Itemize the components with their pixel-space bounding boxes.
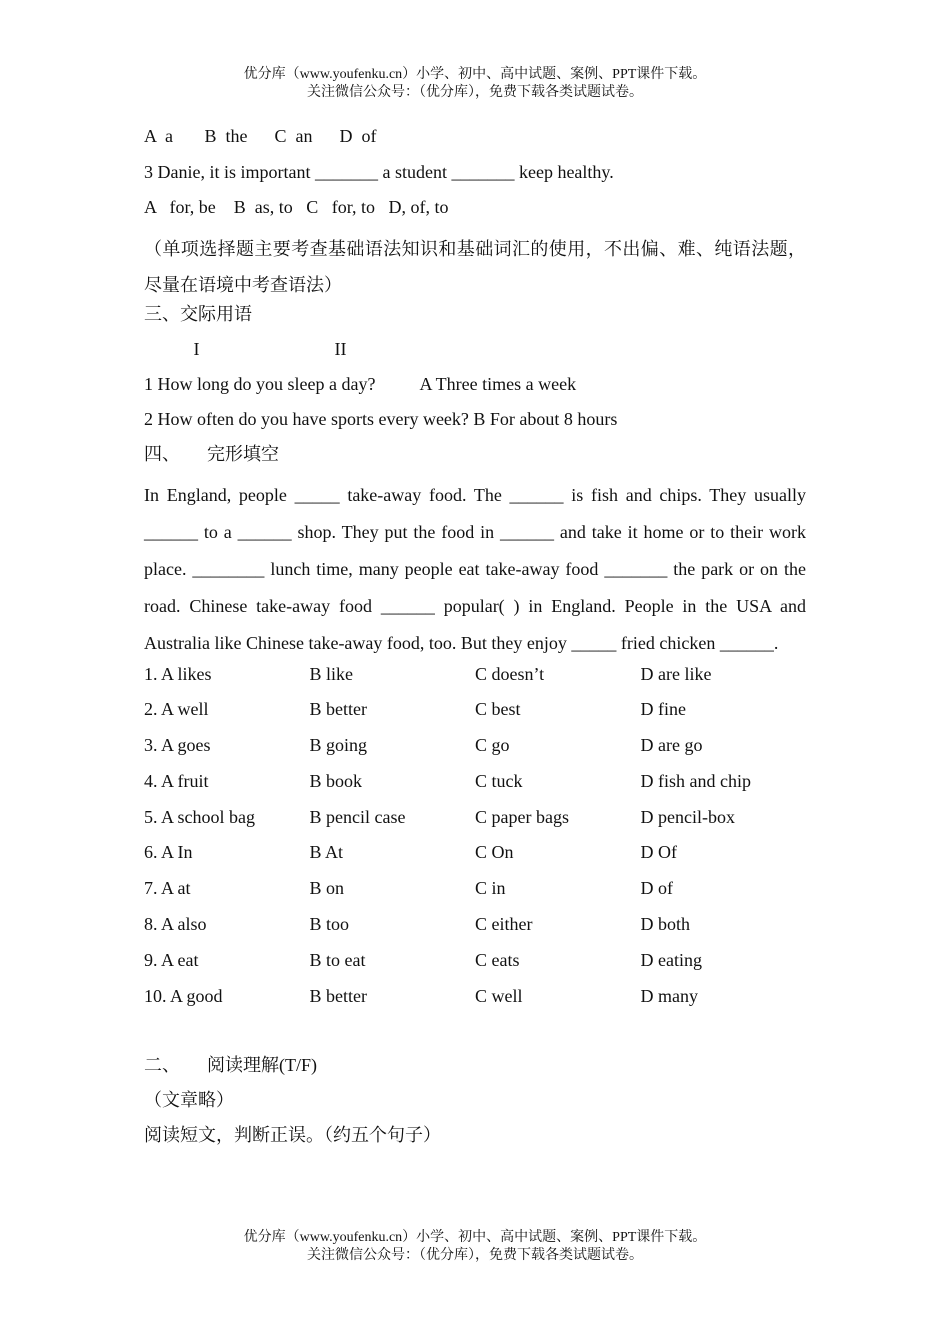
q3-options: A for, be B as, to C for, to D, of, to bbox=[144, 197, 449, 217]
option: C well bbox=[475, 985, 523, 1006]
option: 1. A likes bbox=[144, 663, 212, 684]
spacer bbox=[144, 1019, 806, 1053]
option: D of bbox=[640, 878, 673, 899]
option: 2. A well bbox=[144, 699, 209, 720]
q3-stem: 3 Danie, it is important _______ a student _______ keep healthy. bbox=[144, 161, 614, 182]
option: D pencil-box bbox=[640, 806, 735, 827]
option: B At bbox=[309, 842, 344, 863]
option: B to eat bbox=[309, 949, 366, 970]
option-row-5 bbox=[144, 805, 806, 841]
option: D fine bbox=[640, 699, 686, 720]
reading-instruction: 阅读短文，判断正误。（约五个句子） bbox=[144, 1125, 441, 1146]
option: D are like bbox=[640, 663, 712, 684]
option-row-1 bbox=[144, 662, 806, 698]
option: B going bbox=[309, 735, 368, 756]
option: C doesn’t bbox=[475, 663, 545, 684]
section-4-title: 四、 完形填空 bbox=[144, 443, 279, 464]
option: C On bbox=[475, 842, 514, 863]
option: D are go bbox=[640, 735, 703, 756]
cloze-passage: In England, people _____ take-away food. The ______ is fish and chips. They usually ______ to a ______ shop. They put the food in ______ and take it home or to their work place. ________ lunch time, many people eat take-away food _______ the park or on the road. Chinese take-away food ______ popular( ) in England. People in the USA and Australia like Chinese take-away food, too. But they enjoy _____ fried chicken ______. bbox=[144, 484, 806, 653]
option: C go bbox=[475, 735, 510, 756]
page-header bbox=[0, 66, 950, 102]
option: D many bbox=[640, 985, 698, 1006]
page-footer bbox=[0, 1229, 950, 1265]
option-row-4 bbox=[144, 769, 806, 805]
option: B better bbox=[309, 699, 367, 720]
section-3-item-1: 1 How long do you sleep a day? A Three times a week bbox=[144, 373, 577, 394]
option: B too bbox=[309, 914, 350, 935]
section-3-title: 三、交际用语 bbox=[144, 303, 252, 324]
option: D fish and chip bbox=[640, 770, 751, 791]
section-5-title: 二、 阅读理解(T/F) bbox=[144, 1055, 317, 1076]
option: C best bbox=[475, 699, 521, 720]
option-row-9 bbox=[144, 948, 806, 984]
q2-options: A a B the C an D of bbox=[144, 126, 377, 146]
footer-line-1: 优分库（www.youfenku.cn）小学、初中、高中试题、案例、PPT课件下载。 bbox=[243, 1230, 707, 1245]
header-line-1: 优分库（www.youfenku.cn）小学、初中、高中试题、案例、PPT课件下载。 bbox=[243, 67, 707, 82]
option: D both bbox=[640, 914, 690, 935]
option: 7. A at bbox=[144, 878, 191, 899]
option: 10. A good bbox=[144, 985, 223, 1006]
passage-omitted-note: （文章略） bbox=[144, 1090, 234, 1111]
header-line-2: 关注微信公众号：（优分库），免费下载各类试题试卷。 bbox=[307, 85, 643, 100]
option-row-3 bbox=[144, 733, 806, 769]
option: C in bbox=[475, 878, 506, 899]
option-row-10 bbox=[144, 984, 806, 1020]
option-row-2 bbox=[144, 697, 806, 733]
document-body bbox=[144, 124, 806, 1158]
option: 8. A also bbox=[144, 914, 207, 935]
option: B pencil case bbox=[309, 806, 406, 827]
section-3-column-headers: I II bbox=[144, 338, 347, 359]
mc-note: （单项选择题主要考查基础语法知识和基础词汇的使用，不出偏、难、纯语法题，尽量在语境中考查语法） bbox=[144, 238, 806, 295]
option: 4. A fruit bbox=[144, 770, 209, 791]
option-row-6 bbox=[144, 840, 806, 876]
option: B book bbox=[309, 770, 363, 791]
section-3-item-2: 2 How often do you have sports every week? B For about 8 hours bbox=[144, 408, 618, 429]
option: B like bbox=[309, 663, 353, 684]
option: 6. A In bbox=[144, 842, 193, 863]
option: B on bbox=[309, 878, 345, 899]
footer-line-2: 关注微信公众号：（优分库），免费下载各类试题试卷。 bbox=[307, 1248, 643, 1263]
option: C either bbox=[475, 914, 533, 935]
option: 3. A goes bbox=[144, 735, 211, 756]
option: B better bbox=[309, 985, 367, 1006]
option: D eating bbox=[640, 949, 702, 970]
option: 9. A eat bbox=[144, 949, 199, 970]
option-row-8 bbox=[144, 912, 806, 948]
cloze-options bbox=[144, 662, 806, 1020]
option: D Of bbox=[640, 842, 677, 863]
option-row-7 bbox=[144, 876, 806, 912]
option: C eats bbox=[475, 949, 520, 970]
option: C tuck bbox=[475, 770, 523, 791]
option: C paper bags bbox=[475, 806, 569, 827]
option: 5. A school bag bbox=[144, 806, 255, 827]
